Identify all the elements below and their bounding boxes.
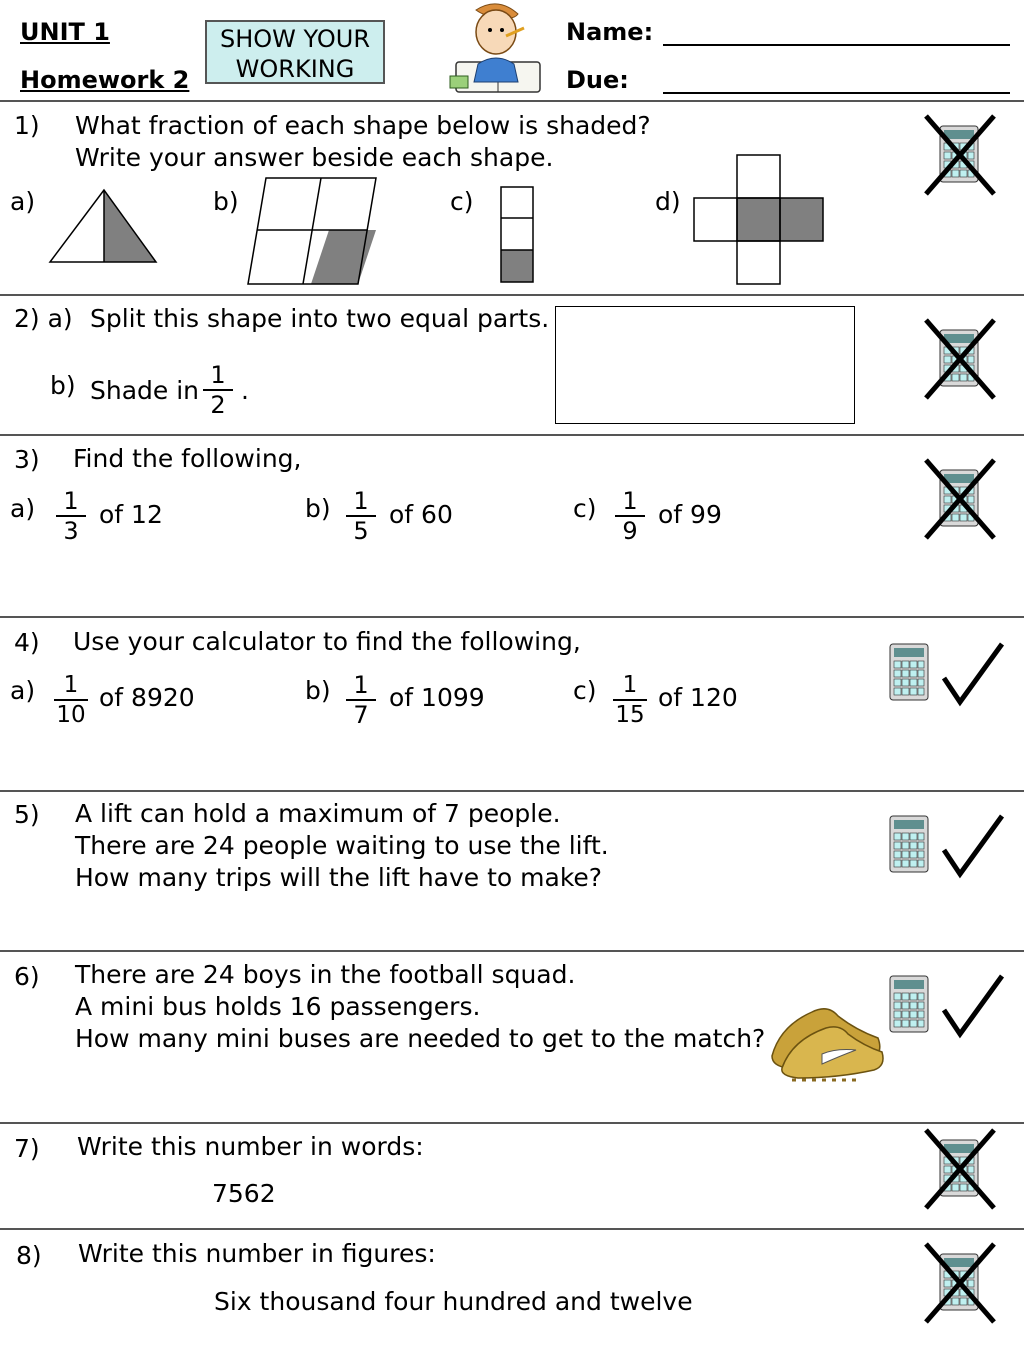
fraction-denominator: 2 [210,391,226,419]
parallelogram-shape [246,176,380,286]
q7-text: Write this number in words: [77,1132,424,1161]
q5-line-2: There are 24 people waiting to use the lift. [75,831,609,860]
q3c-label: c) [573,494,597,523]
name-label: Name: [566,18,654,46]
q5-number: 5) [14,800,40,829]
name-answer-line[interactable] [663,44,1010,46]
q6-line-1: There are 24 boys in the football squad. [75,960,576,989]
q4c-rest: of 120 [658,683,738,712]
q2-end: . [241,376,249,405]
show-working-note [205,20,385,84]
q2-fraction [203,362,233,418]
q1-number: 1) [14,111,40,140]
q1-part-b: b) [213,187,239,216]
divider [0,100,1024,102]
cross-shape [693,154,827,288]
due-label: Due: [566,66,629,94]
q3a-label: a) [10,494,36,523]
q5-line-3: How many trips will the lift have to make? [75,863,603,892]
fraction-numerator: 1 [353,487,369,515]
calculator-not-allowed-icon [922,1240,998,1326]
q4a-label: a) [10,676,36,705]
divider [0,1228,1024,1230]
q4b-fraction [346,672,376,728]
calculator-not-allowed-icon [922,1126,998,1212]
q2-rectangle-shape[interactable] [555,306,855,424]
fraction-numerator: 1 [622,487,638,515]
fraction-numerator: 1 [63,487,79,515]
triangle-shape [48,188,160,264]
fraction-numerator: 1 [622,672,638,698]
q4b-rest: of 1099 [389,683,485,712]
q2-part-b: b) [50,371,76,400]
calculator-not-allowed-icon [922,112,998,198]
q1-line-1: What fraction of each shape below is shaded? [75,111,651,140]
calculator-allowed-icon [888,812,1008,880]
q2-number: 2) a) [14,304,73,333]
q4a-fraction [54,672,88,728]
q6-number: 6) [14,962,40,991]
q2-shade-text: Shade in [90,376,200,405]
q3-text: Find the following, [73,444,302,473]
q3c-rest: of 99 [658,500,722,529]
q3-number: 3) [14,445,40,474]
q4-text: Use your calculator to find the following, [73,627,581,656]
fraction-denominator: 15 [615,702,645,728]
divider [0,616,1024,618]
q1-part-a: a) [10,187,36,216]
q2-text: Split this shape into two equal parts. [90,304,550,333]
fraction-denominator: 9 [622,517,638,545]
q3b-label: b) [305,494,331,523]
q4b-label: b) [305,676,331,705]
q1-part-d: d) [655,187,681,216]
calculator-allowed-icon [888,640,1008,708]
q4c-label: c) [573,676,597,705]
fraction-numerator: 1 [210,361,226,389]
divider [0,950,1024,952]
fraction-denominator: 10 [56,702,86,728]
q4a-rest: of 8920 [99,683,195,712]
calculator-not-allowed-icon [922,456,998,542]
fraction-numerator: 1 [63,672,79,698]
q8-value: Six thousand four hundred and twelve [214,1287,693,1316]
fraction-denominator: 5 [353,517,369,545]
q7-value: 7562 [212,1179,276,1208]
q7-number: 7) [14,1134,40,1163]
divider [0,434,1024,436]
q4c-fraction [613,672,647,728]
unit-title: UNIT 1 [20,18,110,46]
show-working-text: SHOW YOUR WORKING [219,25,370,83]
column-shape [500,186,536,286]
q6-line-3: How many mini buses are needed to get to the match? [75,1024,766,1053]
homework-title: Homework 2 [20,66,190,94]
q8-text: Write this number in figures: [78,1239,436,1268]
q8-number: 8) [16,1241,42,1270]
fraction-denominator: 3 [63,517,79,545]
q3c-fraction [615,488,645,544]
q6-line-2: A mini bus holds 16 passengers. [75,992,481,1021]
fraction-denominator: 7 [353,701,369,729]
fraction-numerator: 1 [353,671,369,699]
q3a-fraction [56,488,86,544]
q1-line-2: Write your answer beside each shape. [75,143,554,172]
football-boot-icon [762,996,887,1088]
q5-line-1: A lift can hold a maximum of 7 people. [75,799,561,828]
divider [0,1122,1024,1124]
calculator-not-allowed-icon [922,316,998,402]
q1-part-c: c) [450,187,474,216]
q3a-rest: of 12 [99,500,163,529]
student-thinking-icon [446,2,546,98]
q3b-rest: of 60 [389,500,453,529]
calculator-allowed-icon [888,972,1008,1040]
q4-number: 4) [14,628,40,657]
divider [0,790,1024,792]
q3b-fraction [346,488,376,544]
divider [0,294,1024,296]
due-answer-line[interactable] [663,92,1010,94]
